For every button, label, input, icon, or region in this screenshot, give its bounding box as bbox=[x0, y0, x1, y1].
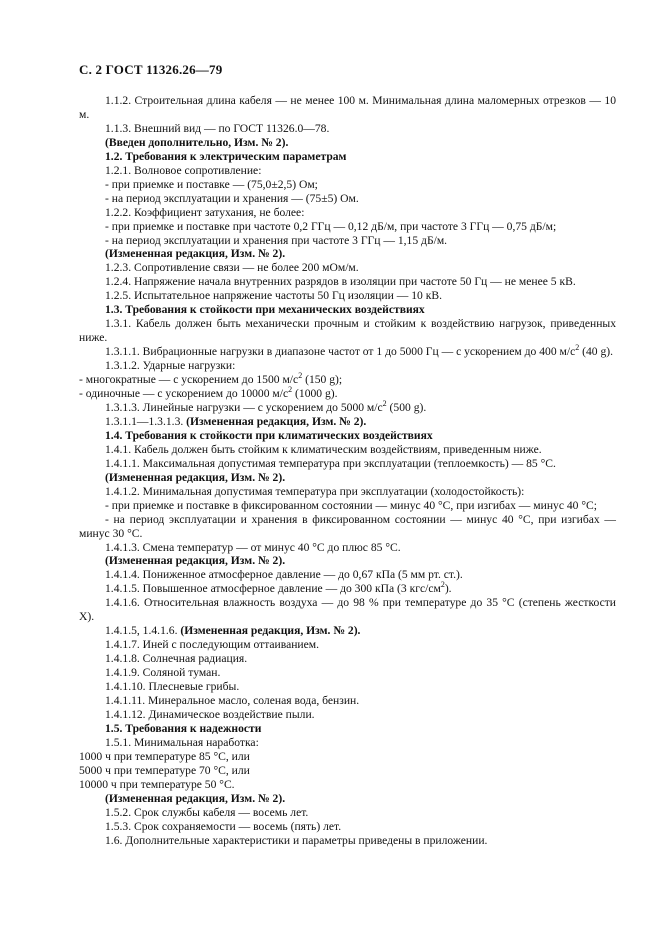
paragraph: 1000 ч при температуре 85 °С, или bbox=[79, 749, 250, 763]
paragraph: 1.4.1.5, 1.4.1.6. (Измененная редакция, Изм. № 2). bbox=[105, 624, 361, 638]
paragraph: 1.3.1. Кабель должен быть механически прочным и стойким к воздействию нагрузок, приведенных ниже. bbox=[79, 317, 616, 345]
paragraph: (Измененная редакция, Изм. № 2). bbox=[105, 791, 286, 805]
paragraph: 1.1.2. Строительная длина кабеля — не менее 100 м. Минимальная длина маломерных отрезков — 10 м. bbox=[79, 94, 616, 121]
paragraph: - на период эксплуатации и хранения — (75±5) Ом. bbox=[105, 191, 359, 205]
paragraph: 1.4.1.6. Относительная влажность воздуха — до 98 % при температуре до 35 °С (степень жесткости X). bbox=[79, 596, 616, 624]
paragraph: (Введен дополнительно, Изм. № 2). bbox=[105, 135, 289, 149]
paragraph: 1.4.1.10. Плесневые грибы. bbox=[105, 680, 240, 694]
paragraph: 1.4.1. Кабель должен быть стойким к климатическим воздействиям, приведенным ниже. bbox=[105, 442, 542, 456]
paragraph: 1.3. Требования к стойкости при механических воздействиях bbox=[105, 303, 425, 317]
paragraph: 1.3.1.1. Вибрационные нагрузки в диапазоне частот от 1 до 5000 Гц — с ускорением до 400 $м/с^2$ (40 g). bbox=[105, 343, 614, 359]
paragraph: 1.2. Требования к электрическим параметрам bbox=[105, 149, 347, 163]
paragraph: 1.4.1.3. Смена температур — от минус 40 °С до плюс 85 °С. bbox=[105, 540, 401, 554]
paragraph: 10000 ч при температуре 50 °С. bbox=[79, 777, 235, 791]
paragraph: 5000 ч при температуре 70 °С, или bbox=[79, 763, 250, 777]
paragraph: 1.4.1.4. Пониженное атмосферное давление — до 0,67 кПа (5 мм рт. ст.). bbox=[105, 568, 463, 582]
paragraph: 1.3.1.2. Ударные нагрузки: bbox=[105, 359, 236, 373]
paragraph: 1.4. Требования к стойкости при климатических воздействиях bbox=[105, 428, 433, 442]
paragraph: 1.2.2. Коэффициент затухания, не более: bbox=[105, 205, 305, 219]
paragraph: 1.4.1.8. Солнечная радиация. bbox=[105, 652, 248, 666]
paragraph: 1.6. Дополнительные характеристики и параметры приведены в приложении. bbox=[105, 833, 488, 847]
paragraph: (Измененная редакция, Изм. № 2). bbox=[105, 247, 286, 261]
paragraph: 1.2.4. Напряжение начала внутренних разрядов в изоляции при частоте 50 Гц — не менее 5 кВ. bbox=[105, 275, 576, 289]
paragraph: 1.4.1.7. Иней с последующим оттаиванием. bbox=[105, 638, 320, 652]
paragraph: 1.1.3. Внешний вид — по ГОСТ 11326.0—78. bbox=[105, 121, 330, 135]
paragraph: 1.2.1. Волновое сопротивление: bbox=[105, 163, 262, 177]
paragraph: 1.5. Требования к надежности bbox=[105, 721, 262, 735]
paragraph: 1.5.1. Минимальная наработка: bbox=[105, 735, 259, 749]
paragraph: 1.4.1.5. Повышенное атмосферное давление — до 300 кПа (3 кгс/$см^2$). bbox=[105, 580, 452, 596]
paragraph: - при приемке и поставке в фиксированном состоянии — минус 40 °С, при изгибах — минус 40 °С; bbox=[105, 498, 597, 512]
paragraph: - на период эксплуатации и хранения в фиксированном состоянии — минус 40 °С, при изгибах — минус 30 °С. bbox=[79, 512, 616, 540]
paragraph: - одиночные — с ускорением до 10000 $м/с^2$ (1000 g). bbox=[79, 385, 338, 401]
paragraph: - при приемке и поставке при частоте 0,2 ГГц — 0,12 дБ/м, при частоте 3 ГГц — 0,75 дБ/м; bbox=[105, 219, 557, 233]
paragraph: 1.3.1.3. Линейные нагрузки — с ускорением до 5000 $м/с^2$ (500 g). bbox=[105, 399, 427, 414]
paragraph: 1.3.1.1—1.3.1.3. (Измененная редакция, Изм. № 2). bbox=[105, 414, 367, 428]
paragraph: (Измененная редакция, Изм. № 2). bbox=[105, 554, 286, 568]
paragraph: - при приемке и поставке — (75,0±2,5) Ом; bbox=[105, 177, 318, 191]
paragraph: 1.5.2. Срок службы кабеля — восемь лет. bbox=[105, 805, 309, 819]
paragraph: 1.4.1.1. Максимальная допустимая температура при эксплуатации (теплоемкость) — 85 °С. bbox=[105, 456, 556, 470]
paragraph: (Измененная редакция, Изм. № 2). bbox=[105, 470, 286, 484]
paragraph: - многократные — с ускорением до 1500 $м/с^2$ (150 g); bbox=[79, 371, 343, 387]
page-header: С. 2 ГОСТ 11326.26—79 bbox=[79, 62, 223, 77]
paragraph: 1.2.5. Испытательное напряжение частоты 50 Гц изоляции — 10 кВ. bbox=[105, 289, 442, 303]
paragraph: 1.2.3. Сопротивление связи — не более 200 мОм/м. bbox=[105, 261, 359, 275]
document-body bbox=[79, 94, 616, 847]
paragraph: 1.5.3. Срок сохраняемости — восемь (пять) лет. bbox=[105, 819, 342, 833]
paragraph: 1.4.1.11. Минеральное масло, соленая вода, бензин. bbox=[105, 693, 360, 707]
paragraph: 1.4.1.12. Динамическое воздействие пыли. bbox=[105, 707, 315, 721]
paragraph: 1.4.1.9. Соляной туман. bbox=[105, 666, 221, 680]
paragraph: - на период эксплуатации и хранения при частоте 3 ГГц — 1,15 дБ/м. bbox=[105, 233, 448, 247]
paragraph: 1.4.1.2. Минимальная допустимая температура при эксплуатации (холодостойкость): bbox=[105, 484, 525, 498]
